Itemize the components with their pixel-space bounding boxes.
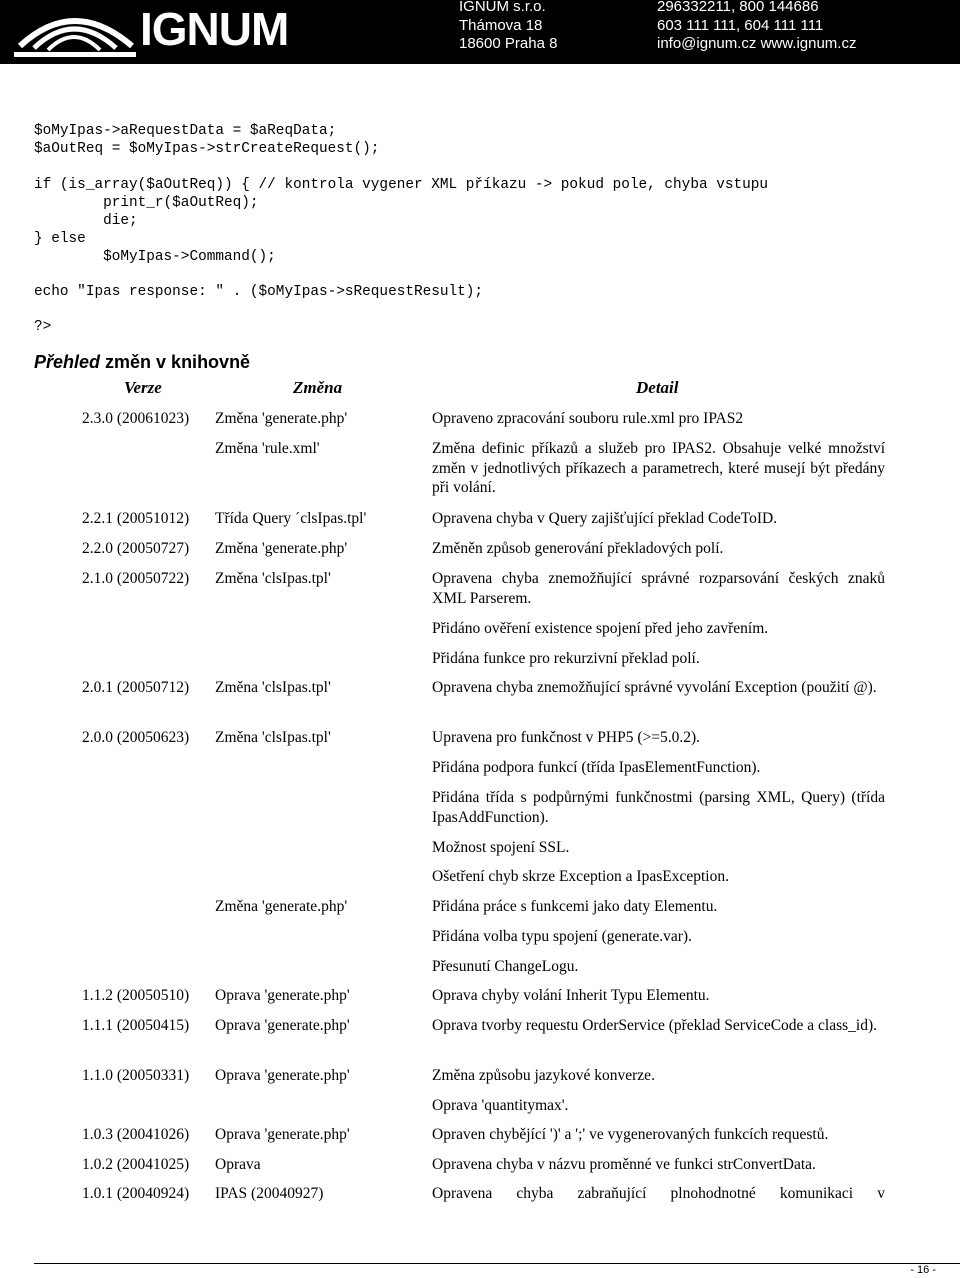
- row-detail: Oprava 'quantitymax'.: [432, 1097, 569, 1114]
- company-address: [459, 0, 557, 54]
- row-version: 2.3.0 (20061023): [82, 410, 190, 427]
- column-header-change: Změna: [293, 378, 343, 397]
- column-header-version: Verze: [124, 378, 162, 397]
- row-detail: Opravena chyba v Query zajišťující překlad CodeToID.: [432, 510, 778, 527]
- row-version: 2.2.0 (20050727): [82, 540, 190, 557]
- row-change: Třída Query ´clsIpas.tpl': [215, 510, 367, 527]
- row-detail: Ošetření chyb skrze Exception a IpasException.: [432, 868, 729, 885]
- row-detail: Přidána volba typu spojení (generate.var).: [432, 928, 692, 945]
- footer-divider: [34, 1263, 960, 1264]
- row-detail: Opravena chyba zabraňující plnohodnotné komunikaci v: [432, 1185, 885, 1202]
- row-detail: Přidána podpora funkcí (třída IpasElementFunction).: [432, 759, 761, 776]
- row-change: Změna 'generate.php': [215, 540, 348, 557]
- row-detail: Opraven chybějící ')' a ';' ve vygenerovaných funkcích requestů.: [432, 1126, 829, 1143]
- row-change: Změna 'generate.php': [215, 410, 348, 427]
- code-line: } else: [34, 231, 86, 247]
- code-line: ?>: [34, 319, 52, 335]
- row-detail: Opravena chyba znemožňující správné rozparsování českých znaků XML Parserem.: [432, 570, 885, 607]
- row-version: 1.0.1 (20040924): [82, 1185, 190, 1202]
- row-version: 2.1.0 (20050722): [82, 570, 190, 587]
- company-phones-2: 603 111 111, 604 111 111: [657, 16, 824, 34]
- row-change: Změna 'clsIpas.tpl': [215, 729, 331, 746]
- row-version: 1.1.1 (20050415): [82, 1017, 190, 1034]
- company-contacts: [657, 0, 856, 54]
- code-line: $oMyIpas->aRequestData = $aReqData;: [34, 123, 337, 139]
- logo-text: IGNUM: [140, 3, 289, 55]
- row-version: 1.0.3 (20041026): [82, 1126, 190, 1143]
- row-change: IPAS (20040927): [215, 1185, 324, 1202]
- company-email-web[interactable]: info@ignum.cz www.ignum.cz: [657, 35, 857, 52]
- page-header: [0, 0, 960, 64]
- row-detail: Opraveno zpracování souboru rule.xml pro IPAS2: [432, 410, 744, 427]
- row-detail: Opravena chyba znemožňující správné vyvolání Exception (použití @).: [432, 679, 877, 696]
- row-change: Změna 'generate.php': [215, 898, 348, 915]
- company-street: Thámova 18: [459, 16, 543, 34]
- row-version: 2.0.0 (20050623): [82, 729, 190, 746]
- row-version: 2.2.1 (20051012): [82, 510, 190, 527]
- company-phones-1: 296332211, 800 144686: [657, 0, 819, 15]
- row-change: Oprava 'generate.php': [215, 1126, 350, 1143]
- row-change: Oprava 'generate.php': [215, 1017, 350, 1034]
- code-line: $oMyIpas->Command();: [34, 249, 276, 265]
- column-header-detail: Detail: [636, 378, 679, 397]
- row-change: Oprava 'generate.php': [215, 987, 350, 1004]
- row-version: 1.1.2 (20050510): [82, 987, 190, 1004]
- row-change: Změna 'clsIpas.tpl': [215, 570, 331, 587]
- row-detail: Přidána práce s funkcemi jako daty Elementu.: [432, 898, 718, 915]
- row-detail: Oprava chyby volání Inherit Typu Elementu.: [432, 987, 710, 1004]
- row-change: Oprava: [215, 1156, 261, 1173]
- company-name: IGNUM s.r.o.: [459, 0, 546, 15]
- section-title-italic: Přehled: [34, 352, 101, 372]
- row-detail: Změněn způsob generování překladových polí.: [432, 540, 724, 557]
- row-detail: Změna způsobu jazykové konverze.: [432, 1067, 655, 1084]
- row-change: Oprava 'generate.php': [215, 1067, 350, 1084]
- row-change: Změna 'clsIpas.tpl': [215, 679, 331, 696]
- section-title-rest: změn v knihovně: [100, 352, 251, 372]
- row-detail: Přesunutí ChangeLogu.: [432, 958, 579, 975]
- code-line: print_r($aOutReq);: [34, 195, 259, 211]
- row-detail: Oprava tvorby requestu OrderService (překlad ServiceCode a class_id).: [432, 1017, 878, 1034]
- row-detail: Přidáno ověření existence spojení před jeho zavřením.: [432, 620, 769, 637]
- code-line: echo "Ipas response: " . ($oMyIpas->sRequestResult);: [34, 284, 484, 300]
- row-detail: Opravena chyba v názvu proměnné ve funkci strConvertData.: [432, 1156, 816, 1173]
- row-version: 1.1.0 (20050331): [82, 1067, 190, 1084]
- row-detail: Přidána třída s podpůrnými funkčnostmi (parsing XML, Query) (třída IpasAddFunction).: [432, 789, 885, 826]
- row-detail: Změna definic příkazů a služeb pro IPAS2. Obsahuje velké množství změn v jednotlivých příkazech a parametrech, které musejí být předány při volání.: [432, 440, 885, 496]
- company-city: 18600 Praha 8: [459, 35, 558, 52]
- row-version: 2.0.1 (20050712): [82, 679, 190, 696]
- code-line: if (is_array($aOutReq)) { // kontrola vygener XML příkazu -> pokud pole, chyba vstupu: [34, 177, 769, 193]
- row-version: 1.0.2 (20041025): [82, 1156, 190, 1173]
- page-number: - 16 -: [910, 1264, 936, 1276]
- row-detail: Přidána funkce pro rekurzivní překlad polí.: [432, 650, 700, 667]
- row-detail: Možnost spojení SSL.: [432, 839, 570, 856]
- code-line: $aOutReq = $oMyIpas->strCreateRequest();: [34, 141, 380, 157]
- code-line: die;: [34, 213, 138, 229]
- row-change: Změna 'rule.xml': [215, 440, 320, 457]
- section-title: [34, 352, 250, 373]
- row-detail: Upravena pro funkčnost v PHP5 (>=5.0.2).: [432, 729, 701, 746]
